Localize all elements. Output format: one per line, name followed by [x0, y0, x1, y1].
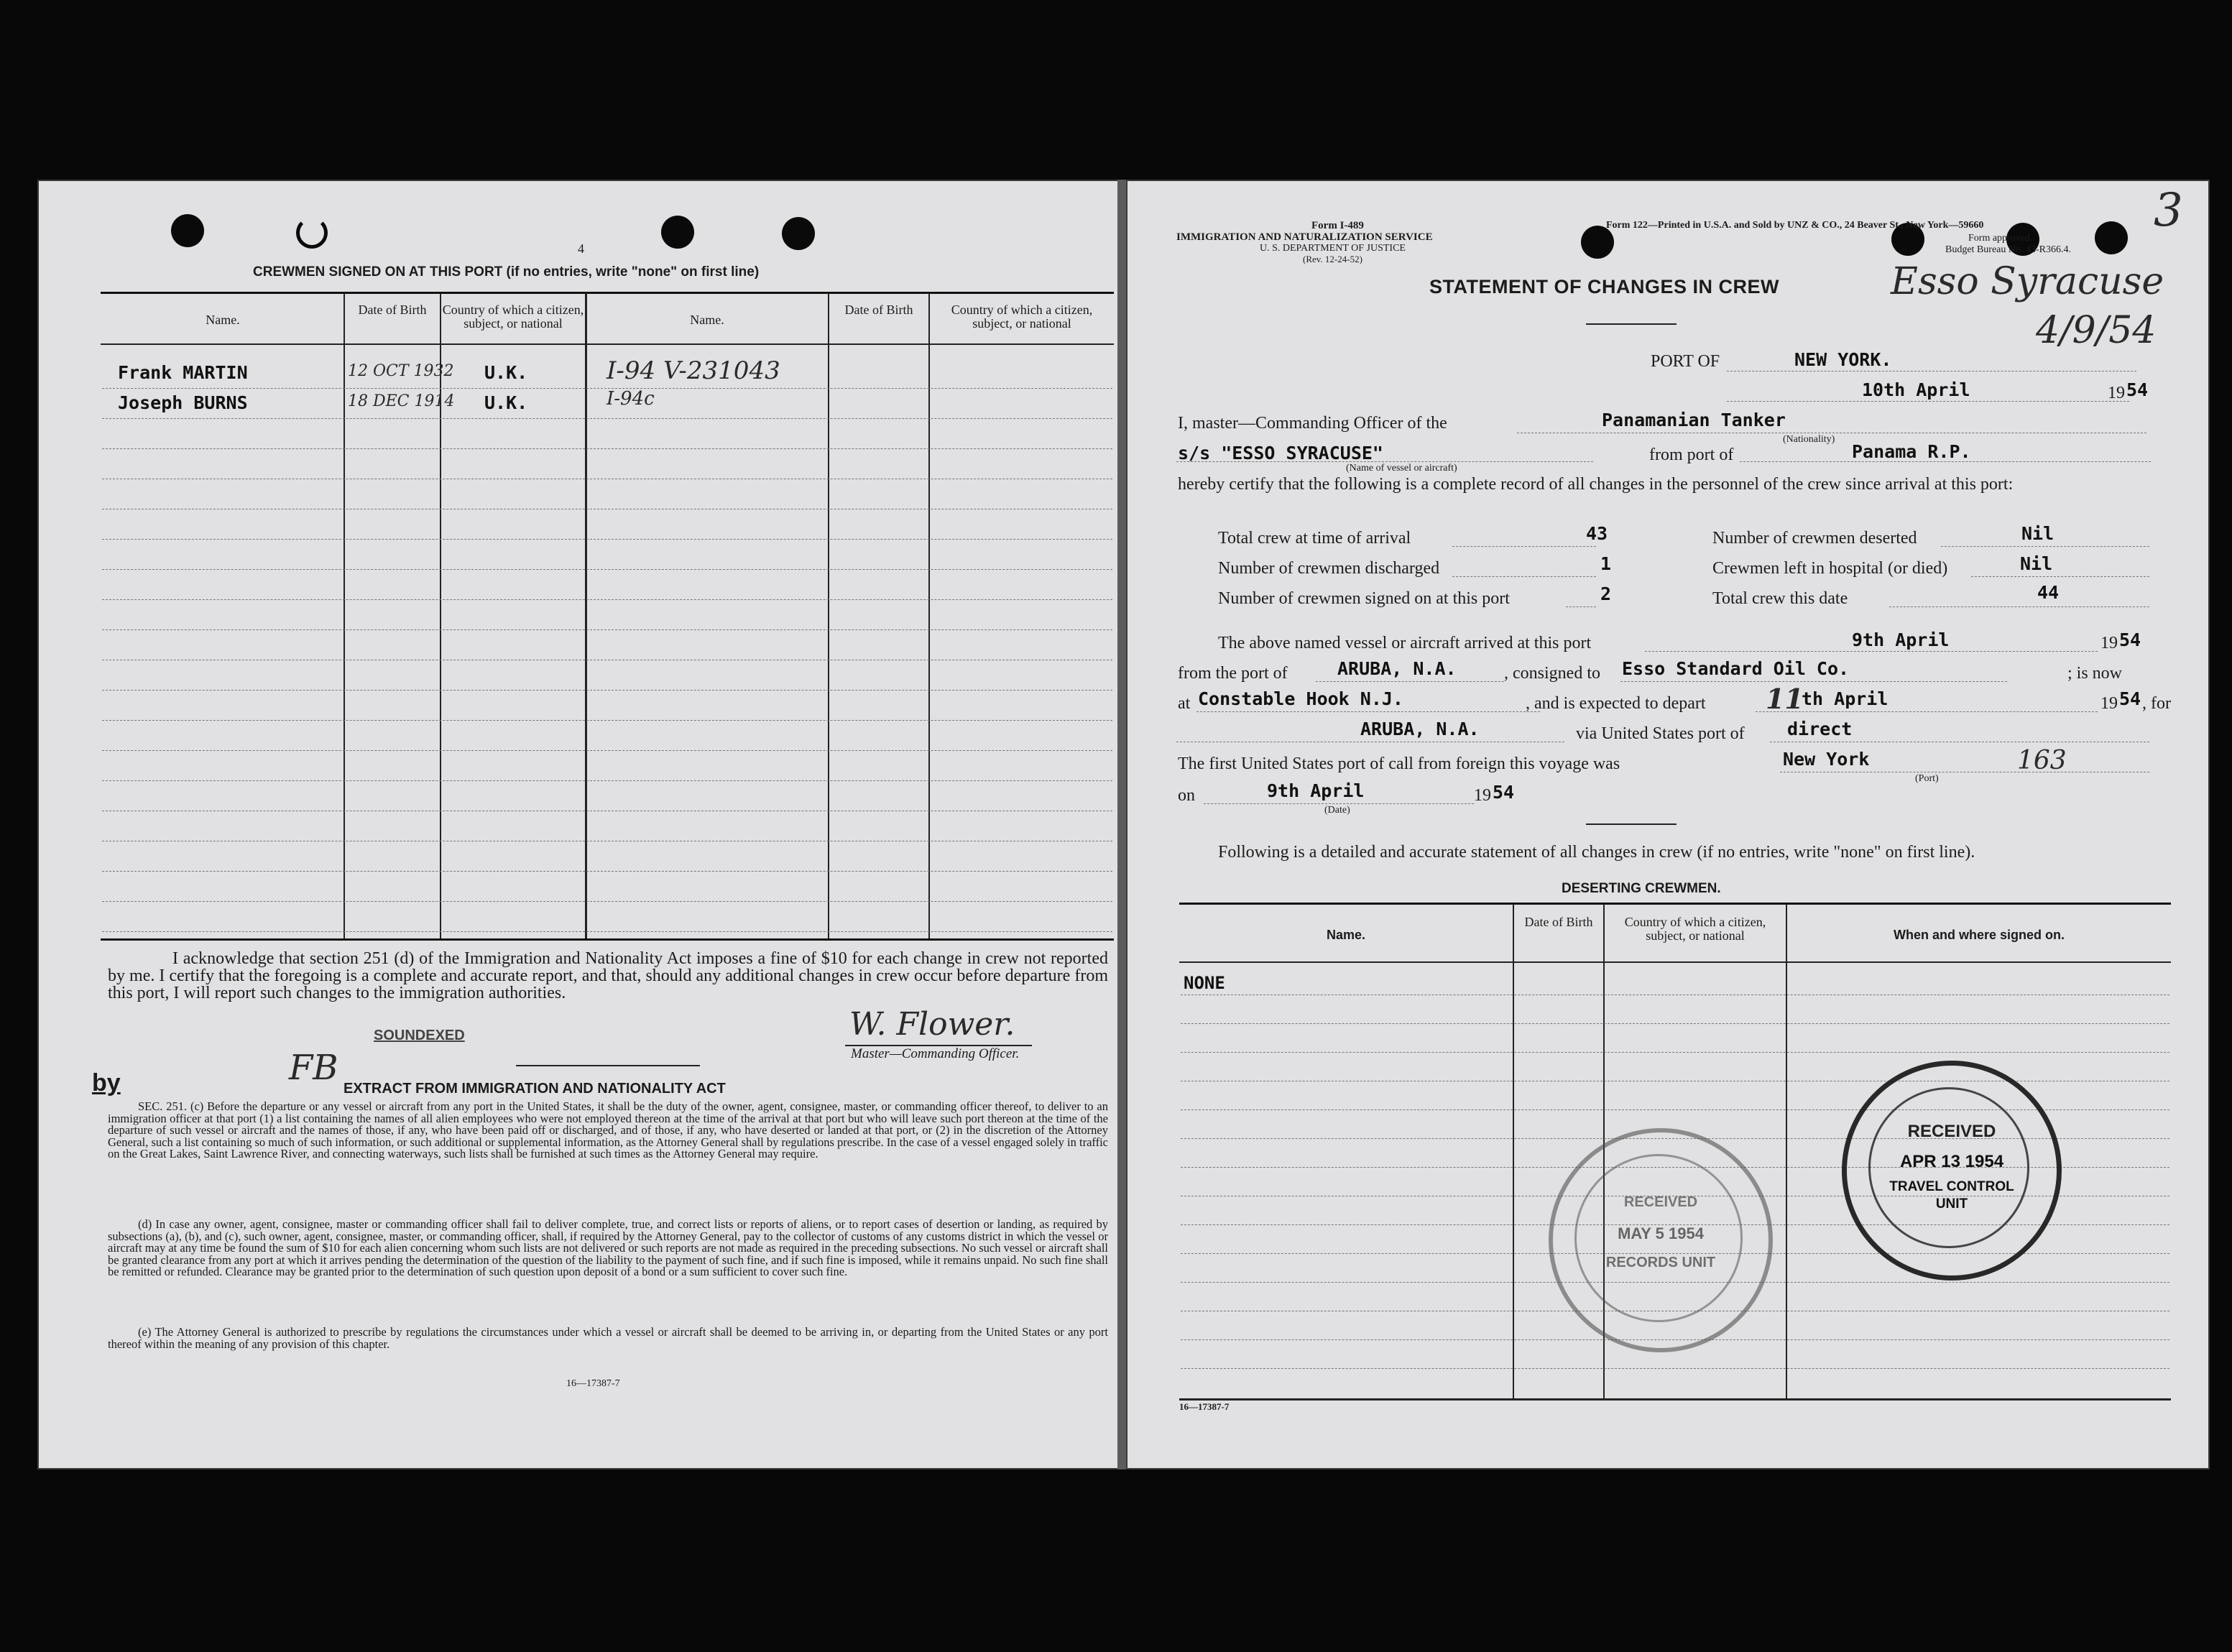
table-row-rule: [102, 629, 1112, 630]
extract-paragraph: (d) In case any owner, agent, consignee, master or commanding officer shall fail to deliver complete, true, and correct lists or reports of aliens, or to report cases of desertion or landing, as required by subsections (a), (b), and (c), such owner, agent, consignee, master, or commanding officer, shall, if required by the Attorney General, pay to the collector of customs of any customs district in which the vessel or aircraft may at any time be found the sum of $10 for each alien concerning whom such lists are not delivered or such reports are not made as required in the preceding subsections. No such vessel or aircraft shall be granted clearance from any port at which it arrives pending the determination of the question of the liability to the payment of such fine, and if such fine is imposed, while it remains unpaid. No such fine shall be remitted or refunded. Clearance may be granted prior to the determination of such question upon deposit of a bond or a sum sufficient to cover such fine.: [108, 1217, 1108, 1278]
signature-line: [845, 1045, 1032, 1046]
on-date: 9th April: [1267, 780, 1365, 801]
fill-line: [1727, 401, 2129, 402]
stat-label: Number of crewmen discharged: [1218, 559, 1440, 578]
stat-value: Nil: [2021, 523, 2055, 544]
crew-dob: 18 DEC 1914: [348, 392, 455, 410]
table-row-rule: [102, 750, 1112, 751]
destination: ARUBA, N.A.: [1360, 719, 1480, 739]
right-page: [1126, 180, 2210, 1469]
table-row-rule: [102, 901, 1112, 902]
column-divider: [928, 293, 930, 938]
year-suffix: 54: [2119, 629, 2141, 650]
stat-label: Crewmen left in hospital (or died): [1712, 559, 1948, 578]
table-row-rule: [1181, 1052, 2169, 1053]
received-stamp: [1842, 1061, 2062, 1280]
table-row-rule: [102, 599, 1112, 600]
year-prefix: 19: [2100, 694, 2118, 713]
stamp-text: TRAVEL CONTROL: [1889, 1179, 2014, 1194]
year-prefix: 19: [2100, 634, 2118, 652]
at-location: Constable Hook N.J.: [1198, 688, 1403, 709]
by-label: by: [92, 1069, 121, 1097]
first-entry: NONE: [1184, 973, 1225, 993]
table-row-rule: [102, 690, 1112, 691]
fill-line: [1971, 576, 2149, 577]
extract-title: EXTRACT FROM IMMIGRATION AND NATIONALITY ACT: [343, 1081, 726, 1097]
form-id: Form I-489: [1311, 220, 1364, 231]
fill-line: [1941, 546, 2149, 547]
first-port-label: The first United States port of call from foreign this voyage was: [1178, 755, 1620, 773]
fill-line: [1566, 606, 1596, 607]
column-header-name: Name.: [206, 313, 240, 327]
table-bottom-rule: [101, 938, 1114, 941]
fill-line: [1756, 711, 2098, 712]
first-port-value: New York: [1783, 749, 1870, 770]
column-divider: [828, 293, 829, 938]
fill-line: [1889, 606, 2149, 607]
printer-line: Form 122—Printed in U.S.A. and Sold by UNZ & CO., 24 Beaver St., New York—59660: [1606, 220, 1984, 231]
handwritten-date: 4/9/54: [2036, 309, 2157, 352]
table-row-rule: [102, 931, 1112, 932]
stat-value: 2: [1600, 583, 1612, 604]
punch-hole: [782, 217, 815, 250]
fill-line: [1176, 461, 1593, 462]
fill-line: [1727, 371, 2136, 372]
table-header-rule: [101, 343, 1114, 345]
deserting-title: DESERTING CREWMEN.: [1562, 881, 1721, 896]
column-header-dob: Date of Birth: [844, 303, 913, 317]
statement-date: 10th April: [1862, 379, 1970, 400]
stamp-text: RECORDS UNIT: [1605, 1255, 1716, 1270]
stat-value: 43: [1586, 523, 1608, 544]
crew-dob: 12 OCT 1932: [348, 362, 454, 380]
punch-hole: [296, 217, 328, 249]
agency-name: IMMIGRATION AND NATURALIZATION SERVICE: [1176, 231, 1433, 243]
table-row-rule: [102, 720, 1112, 721]
crew-name: Frank MARTIN: [118, 362, 248, 383]
table-row-rule: [102, 569, 1112, 570]
vessel-caption: (Name of vessel or aircraft): [1346, 463, 1457, 474]
from-port-of-value: ARUBA, N.A.: [1337, 658, 1457, 679]
port-of-value: NEW YORK.: [1794, 349, 1892, 370]
left-page: [37, 180, 1119, 1469]
table-header-rule: [1179, 961, 2171, 963]
page-gutter: [1117, 180, 1126, 1469]
year-prefix: 19: [1474, 786, 1491, 805]
form-footer: 16—17387-7: [566, 1378, 620, 1389]
form-revision: (Rev. 12-24-52): [1303, 254, 1362, 264]
consigned-value: Esso Standard Oil Co.: [1622, 658, 1850, 679]
depart-label: , and is expected to depart: [1526, 694, 1706, 713]
year-prefix: 19: [2108, 384, 2125, 402]
title-rule: [1586, 323, 1677, 325]
at-label: at: [1178, 694, 1191, 713]
table-top-rule: [1179, 903, 2171, 905]
date-caption: (Date): [1324, 805, 1350, 816]
column-header-dob: Date of Birth: [1524, 915, 1593, 929]
stamp-text: APR 13 1954: [1899, 1152, 2004, 1171]
fill-line: [1316, 681, 1504, 682]
extract-paragraph: SEC. 251. (c) Before the departure or any vessel or aircraft from any port in the United States, it shall be the duty of the owner, agent, consignee, master, or commanding officer thereof, to deliver to an immigration officer at that port (1) a list containing the names of all alien employees who were not employed thereon at the time of the arrival at that port but who will leave such port thereon at the time of the departure of such vessel or aircraft and the names of those, if any, who have been paid off or discharged, and of those, if any, who have deserted or landed at that port, or (2) in the discretion of the Attorney General, such a list containing so much of such information, or such additional or supplemental information, as the Attorney General shall by regulations prescribe. In the case of a vessel engaged solely in traffic on the Great Lakes, Saint Lawrence River, and connecting waterways, such lists shall be furnished at such times as the Attorney General may require.: [108, 1099, 1108, 1160]
received-stamp: [1549, 1128, 1773, 1352]
on-label: on: [1178, 786, 1195, 805]
table-row-rule: [1181, 1368, 2169, 1369]
via-label: via United States port of: [1576, 724, 1745, 743]
vessel-name: s/s "ESSO SYRACUSE": [1178, 443, 1383, 463]
form-approved: Form approved.: [1968, 233, 2033, 244]
punch-hole: [171, 214, 204, 247]
nationality-caption: (Nationality): [1783, 434, 1835, 445]
column-header-country: Country of which a citizen, subject, or national: [442, 303, 584, 331]
year-suffix: 54: [2119, 688, 2141, 709]
is-now-label: ; is now: [2067, 664, 2123, 683]
acknowledgement-text: I acknowledge that section 251 (d) of the Immigration and Nationality Act imposes a fine of $10 for each change in crew not reported by me. I certify that the foregoing is a complete and accurate report, and that, should any additional changes in crew occur before departure from this port, I will report such changes to the immigration authorities.: [108, 949, 1108, 1002]
table-row-rule: [102, 539, 1112, 540]
stat-value: Nil: [2020, 553, 2053, 574]
master-signature: W. Flower.: [849, 1006, 1015, 1043]
fill-line: [1620, 681, 2007, 682]
section-rule: [516, 1065, 700, 1066]
column-divider: [343, 293, 345, 938]
fill-line: [1645, 651, 2098, 652]
soundexed-stamp: SOUNDEXED: [374, 1028, 465, 1043]
handwritten-ship-name: Esso Syracuse: [1891, 260, 2164, 303]
table-row-rule: [1181, 1023, 2169, 1024]
fill-line: [1196, 711, 1540, 712]
depart-date: th April: [1802, 688, 1889, 709]
column-divider: [1513, 904, 1514, 1398]
for-label: , for: [2142, 694, 2171, 713]
certify-text: hereby certify that the following is a complete record of all changes in the personnel of the crew since arrival at this port:: [1178, 475, 2014, 494]
nationality-value: Panamanian Tanker: [1602, 410, 1786, 430]
port-of-label: PORT OF: [1651, 352, 1720, 371]
from-port-value: Panama R.P.: [1852, 441, 1971, 462]
punch-hole: [2095, 221, 2128, 254]
stat-label: Total crew this date: [1712, 589, 1848, 608]
table-row-rule: [102, 780, 1112, 781]
stamp-text: UNIT: [1935, 1196, 1968, 1212]
handwritten-annotation: I-94 V-231043: [607, 356, 780, 385]
signature-caption: Master—Commanding Officer.: [851, 1046, 1020, 1061]
budget-bureau: Budget Bureau No. 43-R366.4.: [1945, 244, 2071, 255]
following-text: Following is a detailed and accurate statement of all changes in crew (if no entries, write "none" on first line).: [1218, 843, 1975, 862]
stamp-text: RECEIVED: [1623, 1194, 1698, 1210]
fill-line: [1452, 546, 1596, 547]
form-footer: 16—17387-7: [1179, 1401, 1230, 1412]
table-bottom-rule: [1179, 1398, 2171, 1400]
column-header-country: Country of which a citizen, subject, or national: [951, 303, 1093, 331]
column-divider: [440, 293, 441, 938]
port-caption: (Port): [1915, 773, 1939, 784]
column-header-signed-on: When and where signed on.: [1893, 928, 2065, 942]
via-port: direct: [1787, 719, 1853, 739]
crew-country: U.K.: [484, 392, 528, 413]
section-rule: [1586, 823, 1677, 825]
table-top-rule: [101, 292, 1114, 294]
table-row-rule: [102, 418, 1112, 419]
arrived-date: 9th April: [1852, 629, 1950, 650]
column-header-name: Name.: [1326, 928, 1366, 942]
crew-country: U.K.: [484, 362, 528, 383]
extract-paragraph: (e) The Attorney General is authorized to prescribe by regulations the circumstances under which a vessel or aircraft shall be deemed to be arriving in, or departing from the United States or any port thereof within the meaning of any provision of this chapter.: [108, 1325, 1108, 1351]
depart-day: 11: [1766, 683, 1804, 715]
corner-number: 3: [2154, 184, 2183, 237]
from-port-label: from port of: [1649, 446, 1734, 464]
stat-label: Number of crewmen deserted: [1712, 529, 1917, 548]
first-port-number: 163: [2017, 746, 2067, 775]
form-title: STATEMENT OF CHANGES IN CREW: [1429, 276, 1779, 297]
table-row-rule: [102, 448, 1112, 449]
column-divider: [585, 293, 587, 938]
from-port-of-label: from the port of: [1178, 664, 1288, 683]
fill-line: [1204, 803, 1474, 804]
stat-label: Total crew at time of arrival: [1218, 529, 1411, 548]
crew-name: Joseph BURNS: [118, 392, 248, 413]
column-header-dob: Date of Birth: [358, 303, 427, 317]
column-divider: [1786, 904, 1787, 1398]
year-suffix: 54: [2126, 379, 2149, 400]
table-row-rule: [102, 871, 1112, 872]
stat-value: 44: [2037, 582, 2060, 603]
page-number: 4: [578, 241, 584, 256]
master-label: I, master—Commanding Officer of the: [1178, 414, 1447, 433]
initials: FB: [289, 1048, 338, 1088]
agency-department: U. S. DEPARTMENT OF JUSTICE: [1260, 243, 1406, 254]
year-suffix: 54: [1493, 782, 1515, 803]
stamp-text: MAY 5 1954: [1618, 1224, 1704, 1242]
stat-value: 1: [1600, 553, 1612, 574]
column-header-country: Country of which a citizen, subject, or national: [1624, 915, 1766, 943]
punch-hole: [661, 216, 694, 249]
handwritten-annotation: I-94c: [607, 388, 655, 410]
arrived-label: The above named vessel or aircraft arrived at this port: [1218, 634, 1592, 652]
stat-label: Number of crewmen signed on at this port: [1218, 589, 1510, 608]
left-page-title: CREWMEN SIGNED ON AT THIS PORT (if no entries, write "none" on first line): [253, 264, 760, 280]
consigned-label: , consigned to: [1504, 664, 1600, 683]
stamp-text: RECEIVED: [1907, 1122, 1996, 1141]
column-header-name: Name.: [690, 313, 724, 327]
fill-line: [1452, 576, 1596, 577]
